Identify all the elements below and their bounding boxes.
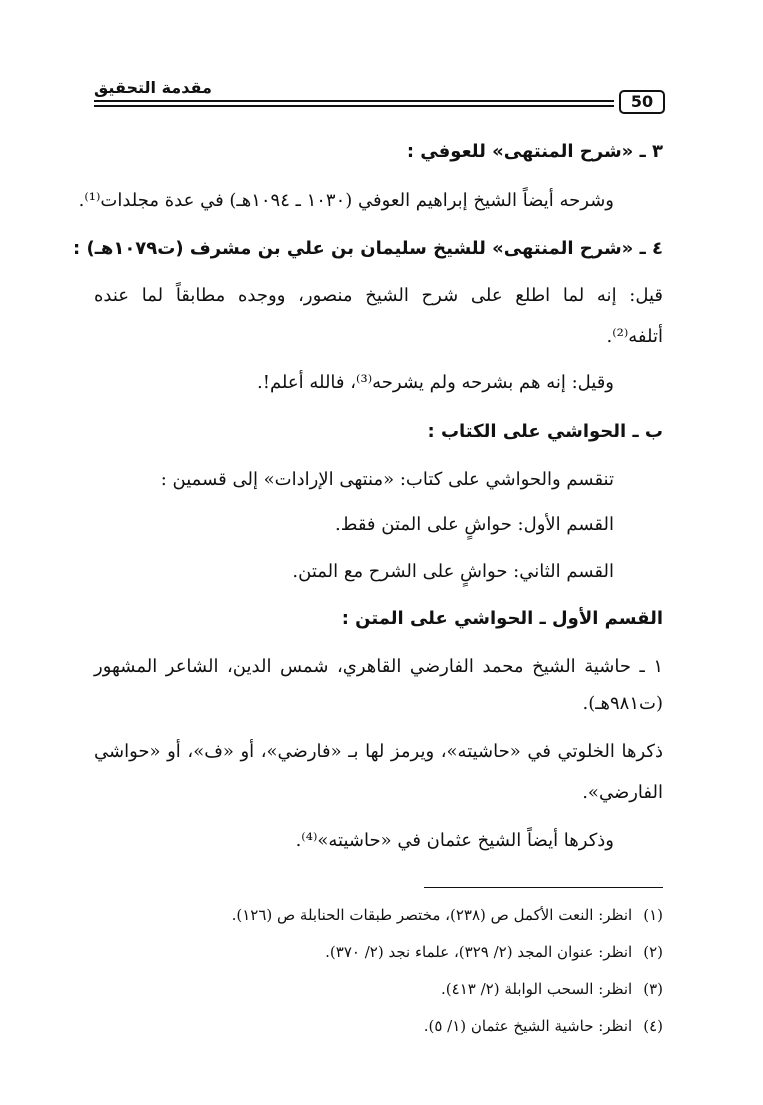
running-title: مقدمة التحقيق [94, 78, 212, 97]
footnote-number: (١) [643, 906, 663, 924]
footnote [94, 940, 663, 964]
section-heading: ب ـ الحواشي على الكتاب : [427, 421, 663, 442]
footnote-number: (٢) [643, 943, 663, 961]
section-heading: ٣ ـ «شرح المنتهى» للعوفي : [406, 141, 663, 162]
paragraph-line: ١ ـ حاشية الشيخ محمد الفارضي القاهري، شمس الدين، الشاعر المشهور [94, 656, 663, 677]
section-heading: ٤ ـ «شرح المنتهى» للشيخ سليمان بن علي بن مشرف (ت١٠٧٩هـ) : [73, 238, 663, 259]
footnote-text: انظر: السحب الوابلة (٢/ ٤١٣). [441, 980, 633, 998]
footnote-text: انظر: حاشية الشيخ عثمان (١/ ٥). [423, 1017, 633, 1035]
footnote-text: انظر: عنوان المجد (٢/ ٣٢٩)، علماء نجد (٢/ ٣٧٠). [325, 943, 633, 961]
footnote-number: (٣) [643, 980, 663, 998]
footnote-separator [424, 887, 663, 888]
paragraph-line: قيل: إنه لما اطلع على شرح الشيخ منصور، ووجده مطابقاً لما عنده [94, 285, 663, 306]
footnote [94, 1014, 663, 1038]
paragraph-line: وشرحه أيضاً الشيخ إبراهيم العوفي (١٠٣٠ ـ ١٠٩٤هـ) في عدة مجلدات⁽¹⁾. [78, 190, 614, 211]
paragraph-line: القسم الثاني: حواشٍ على الشرح مع المتن. [292, 561, 614, 582]
paragraph-line: وذكرها أيضاً الشيخ عثمان في «حاشيته»⁽⁴⁾. [295, 830, 614, 851]
paragraph-line: ذكرها الخلوتي في «حاشيته»، ويرمز لها بـ «فارضي»، أو «ف»، أو «حواشي [94, 741, 663, 762]
page-number: 50 [619, 90, 665, 114]
paragraph-line: أتلفه⁽²⁾. [606, 326, 663, 347]
section-heading: القسم الأول ـ الحواشي على المتن : [341, 608, 663, 629]
paragraph-line: الفارضي». [582, 782, 663, 803]
footnote-number: (٤) [643, 1017, 663, 1035]
paragraph-line: القسم الأول: حواشٍ على المتن فقط. [335, 514, 614, 535]
footnote [94, 903, 663, 927]
footnote [94, 977, 663, 1001]
paragraph-line: (ت٩٨١هـ). [582, 693, 663, 714]
footnote-text: انظر: النعت الأكمل ص (٢٣٨)، مختصر طبقات الحنابلة ص (١٢٦). [231, 906, 633, 924]
paragraph-line: وقيل: إنه هم بشرحه ولم يشرحه⁽³⁾، فالله أعلم!. [256, 372, 614, 393]
paragraph-line: تنقسم والحواشي على كتاب: «منتهى الإرادات» إلى قسمين : [160, 469, 614, 490]
